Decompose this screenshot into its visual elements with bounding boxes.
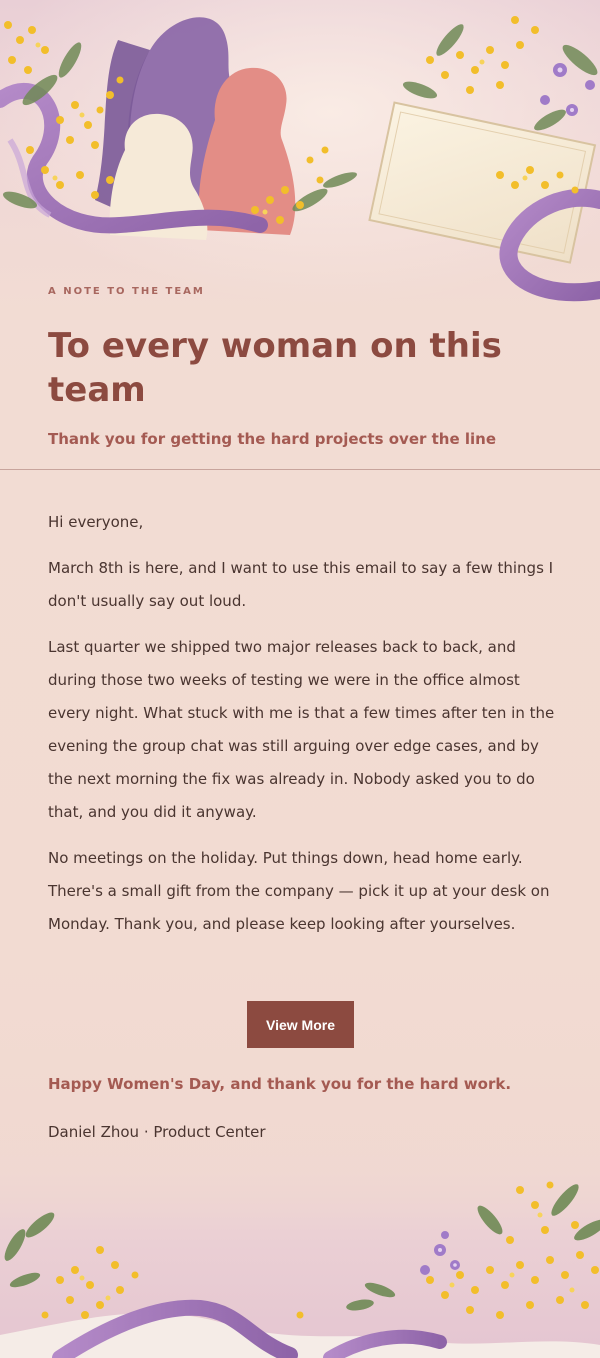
hero-illustration <box>0 0 600 320</box>
closing-line: Happy Women's Day, and thank you for the hard work. <box>48 1075 512 1093</box>
body-paragraph: March 8th is here, and I want to use this email to say a few things I don't usually say out loud. <box>48 559 554 610</box>
footer-illustration <box>0 1130 600 1358</box>
greeting: Hi everyone, <box>48 513 144 531</box>
page-title: To every woman on this team <box>48 326 502 410</box>
subtitle: Thank you for getting the hard projects over the line <box>48 430 497 448</box>
divider <box>0 469 600 470</box>
email-body <box>48 506 560 954</box>
view-more-button[interactable]: View More <box>247 1001 354 1048</box>
body-paragraph: Last quarter we shipped two major releases back to back, and during those two weeks of testing we were in the office almost every night. What stuck with me is that a few times after ten in the evening the group chat was still arguing over edge cases, and by the next morning the fix was already in. Nobody asked you to do that, and you did it anyway. <box>48 638 555 821</box>
eyebrow-label: A NOTE TO THE TEAM <box>48 286 205 297</box>
signature: Daniel Zhou · Product Center <box>48 1123 266 1141</box>
body-paragraph: No meetings on the holiday. Put things down, head home early. There's a small gift from the company — pick it up at your desk on Monday. Thank you, and please keep looking after yourselves. <box>48 849 550 933</box>
